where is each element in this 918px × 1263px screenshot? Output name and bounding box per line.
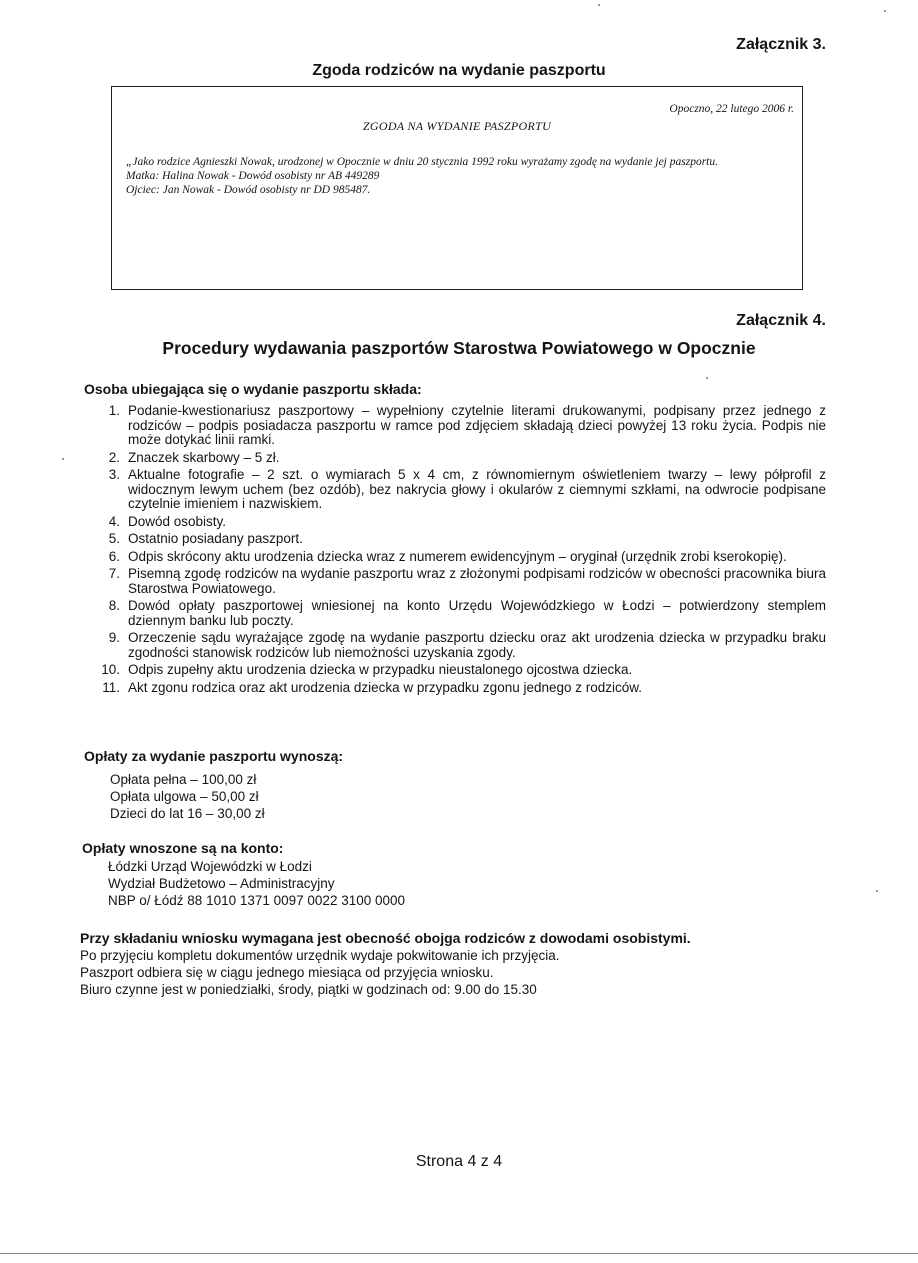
annex-4-title: Procedury wydawania paszportów Starostwa Powiatowego w Opocznie <box>162 338 756 358</box>
account-number: NBP o/ Łódź 88 1010 1371 0097 0022 3100 0000 <box>108 893 406 908</box>
list-item: 2. Znaczek skarbowy – 5 zł. <box>108 449 280 465</box>
account-recipient: Łódzki Urząd Wojewódzki w Łodzi <box>108 859 312 874</box>
consent-caption: ZGODA NA WYDANIE PASZPORTU <box>362 119 552 133</box>
fee-full: Opłata pełna – 100,00 zł <box>110 772 257 787</box>
scan-speck <box>884 10 886 12</box>
scan-speck <box>876 890 878 892</box>
account-department: Wydział Budżetowo – Administracyjny <box>108 876 335 891</box>
scan-edge-line <box>0 1253 918 1254</box>
annex-4-label: Załącznik 4. <box>736 312 826 329</box>
annex-3-title: Zgoda rodziców na wydanie paszportu <box>312 62 606 79</box>
account-details <box>108 858 405 909</box>
list-item: 1. Podanie-kwestionariusz paszportowy – wypełniony czytelnie literami drukowanymi, podpisany przez jednego z rodziców – podpis posiadacza paszportu w ramce pod zdjęciem składają dzieci powyżej 13 roku życia. Podpis nie może dotykać linii ramki. <box>108 403 826 447</box>
page-number: Strona 4 z 4 <box>415 1153 503 1170</box>
notes-receipt: Po przyjęciu kompletu dokumentów urzędnik wydaje pokwitowanie ich przyjęcia. <box>80 948 560 963</box>
list-item: 11. Akt zgonu rodzica oraz akt urodzenia dziecka w przypadku zgonu jednego z rodziców. <box>102 679 643 695</box>
fee-reduced: Opłata ulgowa – 50,00 zł <box>110 789 259 804</box>
notes-pickup: Paszport odbiera się w ciągu jednego miesiąca od przyjęcia wniosku. <box>80 965 494 980</box>
list-item: 10. Odpis zupełny aktu urodzenia dziecka w przypadku nieustalonego ojcostwa dziecka. <box>101 662 633 677</box>
list-item: 6. Odpis skrócony aktu urodzenia dziecka wraz z numerem ewidencyjnym – oryginał (urzędnik zrobi kserokopię). <box>108 548 787 564</box>
consent-form-box <box>111 86 803 290</box>
notes-office-hours: Biuro czynne jest w poniedziałki, środy, piątki w godzinach od: 9.00 do 15.30 <box>80 982 537 997</box>
notes-required-presence: Przy składaniu wniosku wymagana jest obecność obojga rodziców z dowodami osobistymi. <box>80 930 691 946</box>
list-item: 5. Ostatnio posiadany paszport. <box>108 531 303 546</box>
account-heading: Opłaty wnoszone są na konto: <box>82 840 284 856</box>
scan-speck <box>706 377 708 379</box>
consent-statement: „Jako rodzice Agnieszki Nowak, urodzonej w Opocznie w dniu 20 stycznia 1992 roku wyrażamy zgodę na wydanie jej paszportu. <box>126 156 718 168</box>
fees-heading: Opłaty za wydanie paszportu wynoszą: <box>84 748 344 764</box>
scan-speck <box>598 4 600 6</box>
fee-children: Dzieci do lat 16 – 30,00 zł <box>110 806 265 821</box>
list-item: 9. Orzeczenie sądu wyrażające zgodę na wydanie paszportu dziecku oraz akt urodzenia dziecka w przypadku braku zgodności stanowisk rodziców lub niemożności uzyskania zgody. <box>108 630 826 660</box>
list-item: 8. Dowód opłaty paszportowej wniesionej na konto Urzędu Wojewódzkiego w Łodzi – potwierdzony stemplem dziennym banku lub poczty. <box>108 598 826 628</box>
consent-father: Ojciec: Jan Nowak - Dowód osobisty nr DD 985487. <box>126 184 371 196</box>
list-item: 7. Pisemną zgodę rodziców na wydanie paszportu wraz z złożonymi podpisami rodziców w obecności pracownika biura Starostwa Powiatowego. <box>108 566 826 596</box>
annex-3-label: Załącznik 3. <box>736 36 826 53</box>
requirements-list <box>96 404 826 698</box>
consent-date: Opoczno, 22 lutego 2006 r. <box>669 103 794 115</box>
list-item: 4. Dowód osobisty. <box>108 513 227 529</box>
list-item: 3. Aktualne fotografie – 2 szt. o wymiarach 5 x 4 cm, z równomiernym oświetleniem twarzy – lewy półprofil z widocznym lewym uchem (bez ozdób), bez nakrycia głowy i okularów z ciemnymi szkłami, na odwrocie podpisane czytelnie imieniem i nazwiskiem. <box>108 467 826 511</box>
scan-speck <box>62 458 64 460</box>
consent-mother: Matka: Halina Nowak - Dowód osobisty nr AB 449289 <box>126 170 380 182</box>
notes <box>80 930 691 998</box>
requirements-heading: Osoba ubiegająca się o wydanie paszportu składa: <box>84 381 422 397</box>
fees-list <box>110 771 265 822</box>
